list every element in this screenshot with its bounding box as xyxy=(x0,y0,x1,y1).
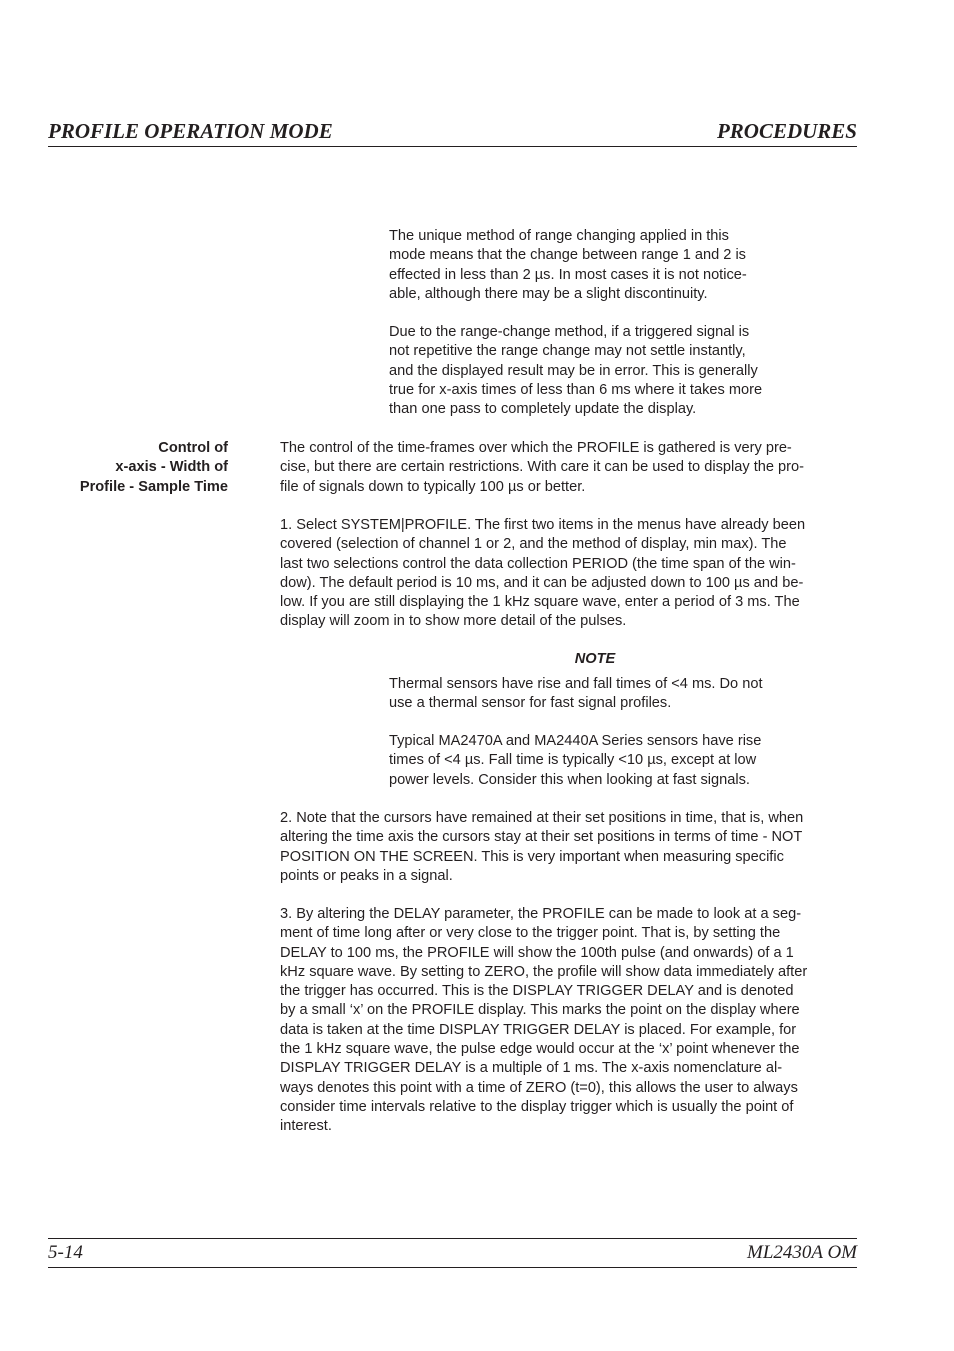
header-chapter-title: PROCEDURES xyxy=(716,119,857,143)
text-line: low. If you are still displaying the 1 kHz square wave, enter a period of 3 ms. The xyxy=(280,594,800,611)
note-paragraph-2 xyxy=(389,732,809,790)
intro-paragraph-2 xyxy=(389,323,809,419)
text-line: effected in less than 2 µs. In most cases it is not notice- xyxy=(389,266,747,283)
heading-line: x-axis - Width of xyxy=(115,459,228,476)
note-title: NOTE xyxy=(574,651,616,667)
text-line: than one pass to completely update the display. xyxy=(389,401,697,418)
step-1-paragraph xyxy=(280,516,860,632)
text-line: times of <4 µs. Fall time is typically <10 µs, except at low xyxy=(389,752,757,769)
step-2-paragraph xyxy=(280,809,860,886)
page-number: 5-14 xyxy=(48,1242,83,1263)
text-line: Due to the range-change method, if a triggered signal is xyxy=(389,324,750,340)
text-line: mode means that the change between range 1 and 2 is xyxy=(389,247,746,264)
text-line: by a small ‘x’ on the PROFILE display. This marks the point on the display where xyxy=(280,1002,800,1019)
text-line: the trigger has occurred. This is the DISPLAY TRIGGER DELAY and is denoted xyxy=(280,983,794,1000)
section-side-heading xyxy=(40,439,228,497)
text-line: display will zoom in to show more detail of the pulses. xyxy=(280,613,627,630)
text-line: able, although there may be a slight discontinuity. xyxy=(389,285,708,302)
text-line: DELAY to 100 ms, the PROFILE will show the 100th pulse (and onwards) of a 1 xyxy=(280,944,794,961)
text-line: Typical MA2470A and MA2440A Series sensors have rise xyxy=(389,733,762,749)
text-line: the 1 kHz square wave, the pulse edge would occur at the ‘x’ point whenever the xyxy=(280,1041,800,1058)
text-line: last two selections control the data collection PERIOD (the time span of the win- xyxy=(280,555,796,572)
text-line: covered (selection of channel 1 or 2, and the method of display, min max). The xyxy=(280,536,787,553)
text-line: and the displayed result may be in error. This is generally xyxy=(389,362,758,379)
section-paragraph-1 xyxy=(280,439,860,497)
text-line: DISPLAY TRIGGER DELAY is a multiple of 1 ms. The x-axis nomenclature al- xyxy=(280,1060,783,1077)
intro-paragraph-1 xyxy=(389,227,809,304)
text-line: interest. xyxy=(280,1118,332,1135)
text-line: consider time intervals relative to the display trigger which is usually the point of xyxy=(280,1098,794,1115)
heading-line: Profile - Sample Time xyxy=(79,478,228,495)
header-section-title: PROFILE OPERATION MODE xyxy=(48,119,333,143)
text-line: data is taken at the time DISPLAY TRIGGER DELAY is placed. For example, for xyxy=(280,1021,797,1038)
text-line: 2. Note that the cursors have remained at their set positions in time, that is, when xyxy=(280,810,804,826)
text-line: 1. Select SYSTEM|PROFILE. The first two items in the menus have already been xyxy=(280,517,806,533)
text-line: true for x-axis times of less than 6 ms where it takes more xyxy=(389,381,763,398)
text-line: kHz square wave. By setting to ZERO, the profile will show data immediately after xyxy=(280,963,808,980)
text-line: The unique method of range changing applied in this xyxy=(389,228,729,244)
text-line: file of signals down to typically 100 µs or better. xyxy=(280,478,586,495)
step-3-paragraph xyxy=(280,905,860,1137)
heading-line: Control of xyxy=(158,440,228,456)
text-line: ways denotes this point with a time of ZERO (t=0), this allows the user to always xyxy=(280,1079,798,1096)
running-header xyxy=(48,116,857,147)
text-line: POSITION ON THE SCREEN. This is very important when measuring specific xyxy=(280,848,784,865)
text-line: Thermal sensors have rise and fall times of <4 ms. Do not xyxy=(389,676,763,692)
text-line: 3. By altering the DELAY parameter, the PROFILE can be made to look at a seg- xyxy=(280,906,802,922)
text-line: use a thermal sensor for fast signal profiles. xyxy=(389,695,672,712)
text-line: points or peaks in a signal. xyxy=(280,867,453,884)
document-id: ML2430A OM xyxy=(747,1242,857,1263)
text-line: dow). The default period is 10 ms, and it can be adjusted down to 100 µs and be- xyxy=(280,574,804,591)
running-footer xyxy=(48,1238,857,1268)
text-line: ment of time long after or very close to the trigger point. That is, by setting the xyxy=(280,925,781,942)
note-paragraph-1 xyxy=(389,675,809,714)
text-line: not repetitive the range change may not settle instantly, xyxy=(389,343,746,360)
text-line: altering the time axis the cursors stay at their set positions in terms of time - NOT xyxy=(280,829,803,846)
text-line: power levels. Consider this when looking at fast signals. xyxy=(389,771,750,788)
text-line: cise, but there are certain restrictions. With care it can be used to display the pro- xyxy=(280,459,804,476)
text-line: The control of the time-frames over which the PROFILE is gathered is very pre- xyxy=(280,440,792,456)
